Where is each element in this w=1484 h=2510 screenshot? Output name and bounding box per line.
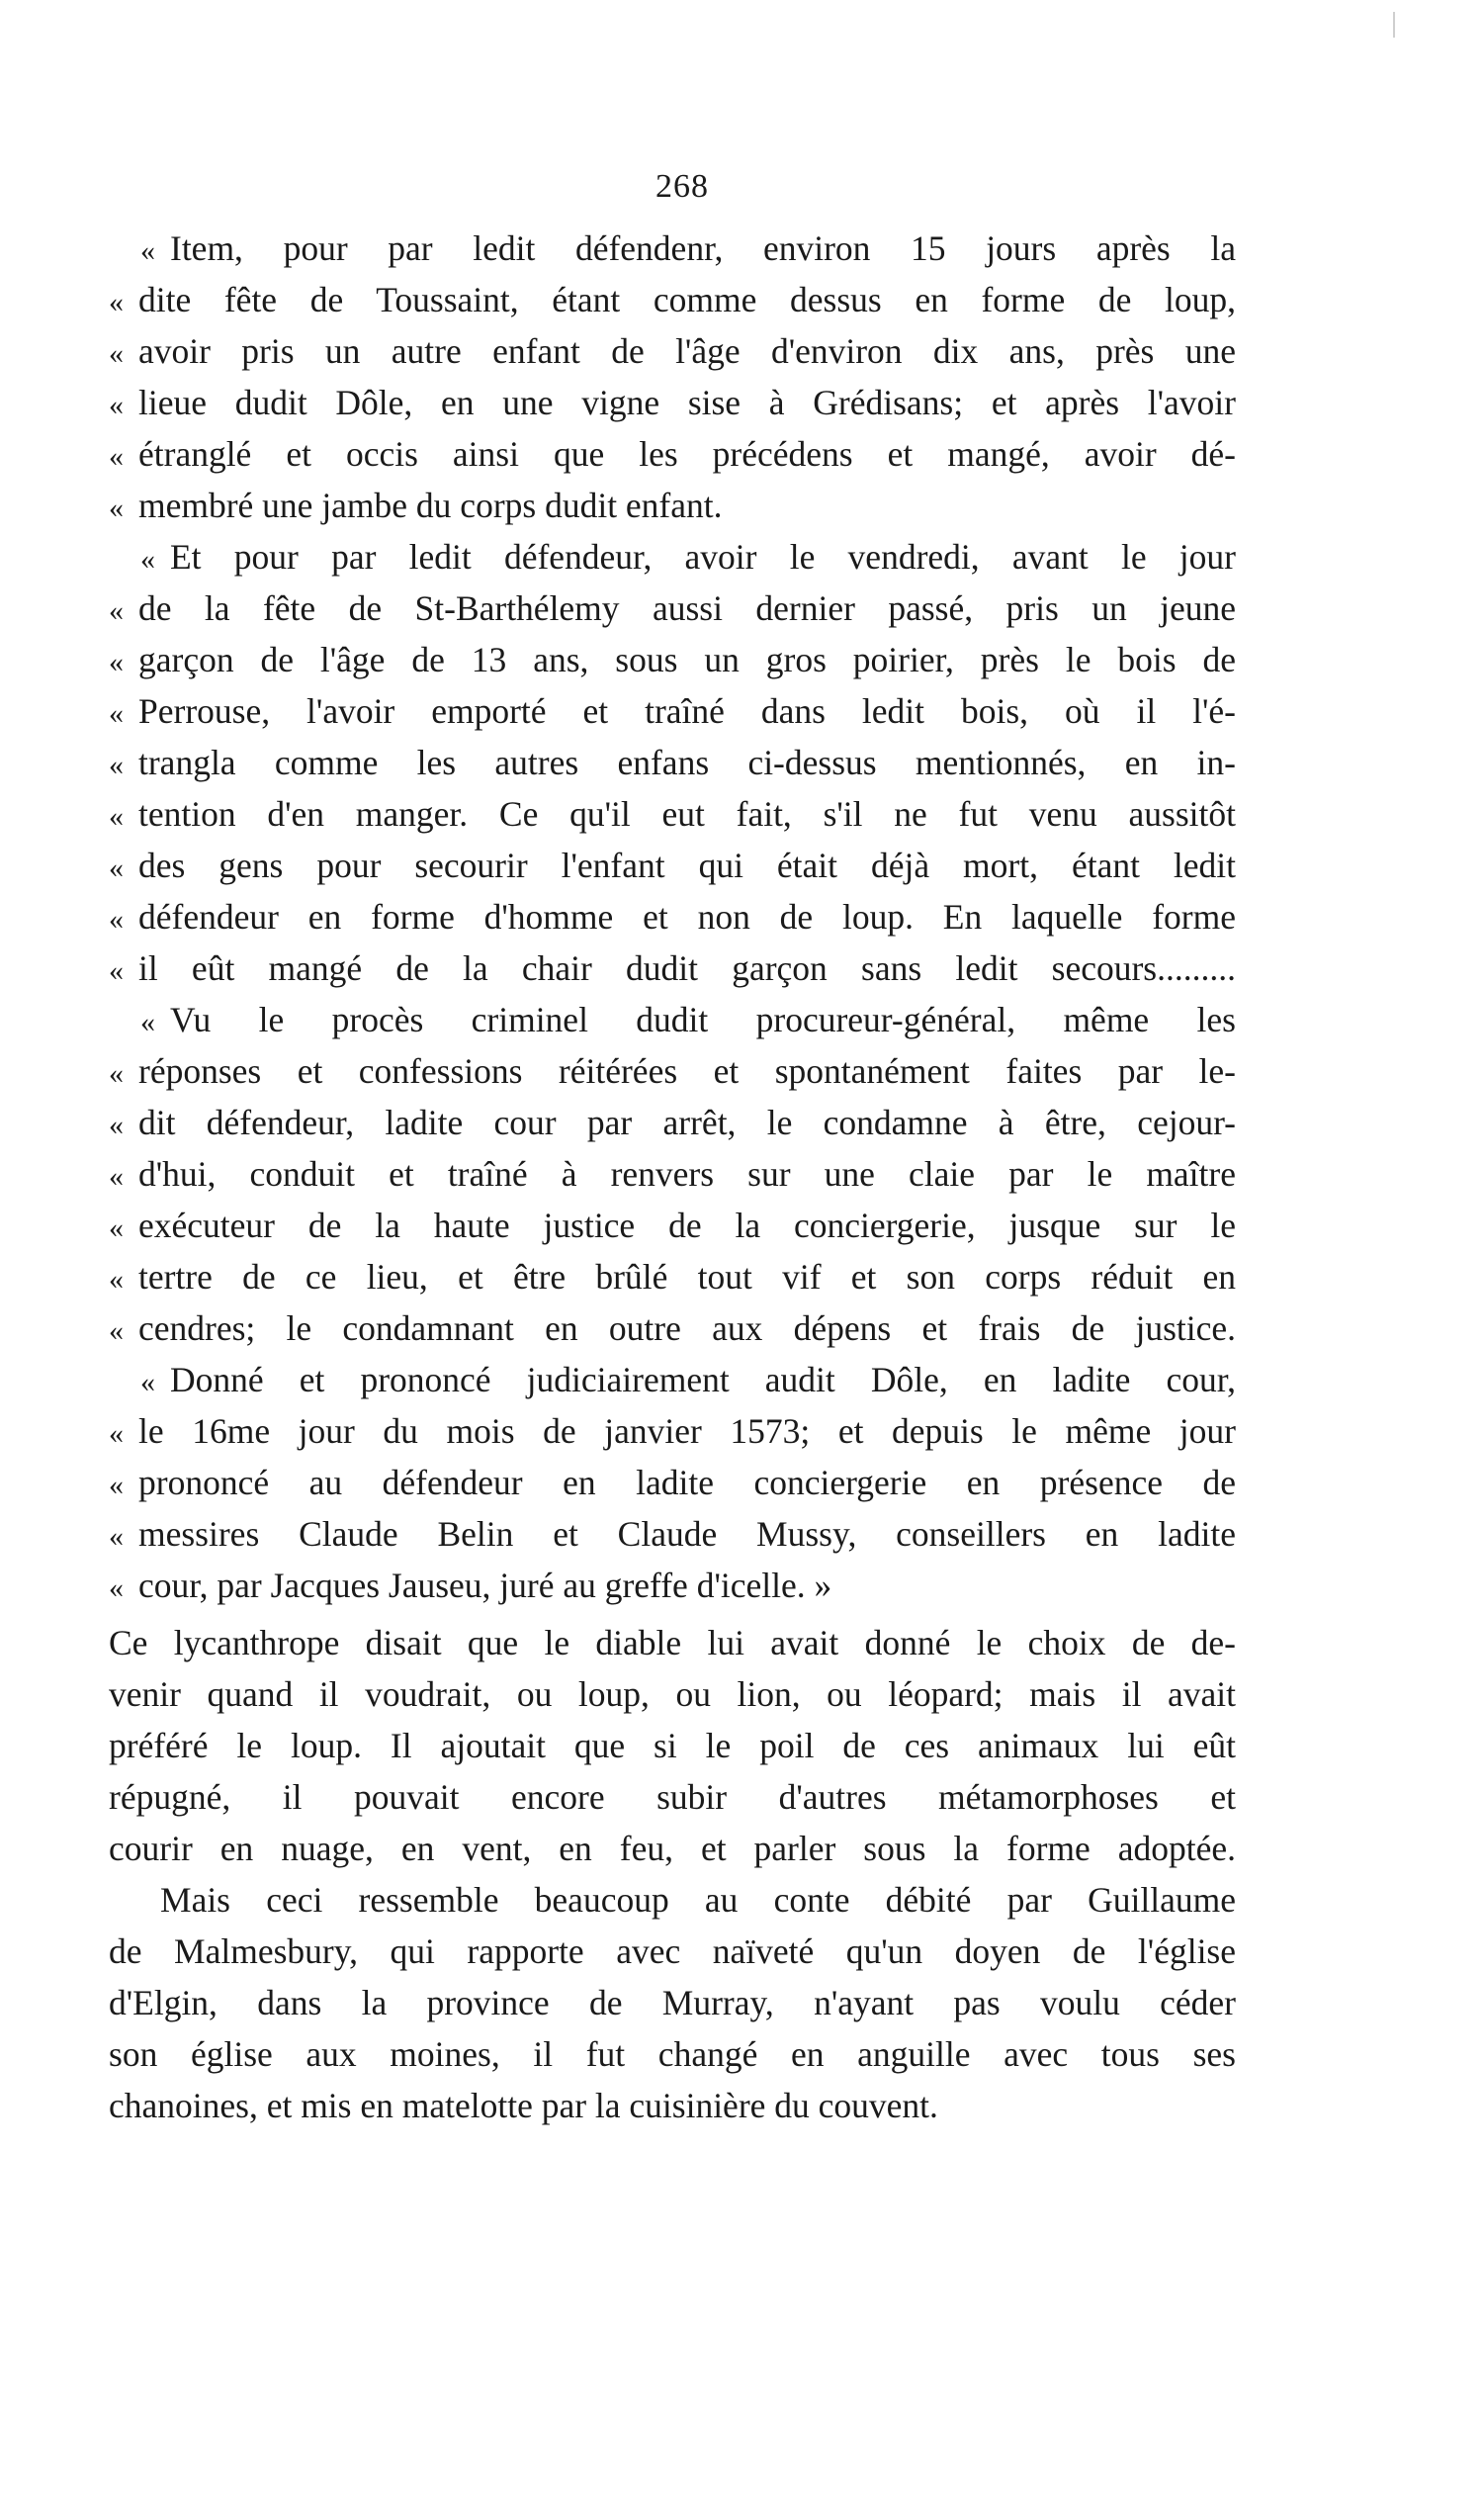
text-line bbox=[109, 994, 1236, 1045]
line-text: Vu le procès criminel dudit procureur-général, même les bbox=[170, 1000, 1236, 1039]
line-text: cendres; le condamnant en outre aux dépens et frais de justice. bbox=[138, 1308, 1236, 1348]
quote-mark: « bbox=[109, 1417, 124, 1450]
text-line bbox=[109, 1977, 1236, 2028]
text-line bbox=[109, 1560, 1236, 1611]
line-text: exécuteur de la haute justice de la conciergerie, jusque sur le bbox=[138, 1206, 1236, 1245]
text-line bbox=[109, 1302, 1236, 1354]
line-text: messires Claude Belin et Claude Mussy, conseillers en ladite bbox=[138, 1514, 1236, 1554]
line-text: garçon de l'âge de 13 ans, sous un gros poirier, près le bois de bbox=[138, 640, 1236, 679]
line-text: Item, pour par ledit défendenr, environ 15 jours après la bbox=[170, 228, 1236, 268]
line-text: défendeur en forme d'homme et non de loup. En laquelle forme bbox=[138, 897, 1236, 937]
quote-mark: « bbox=[140, 543, 155, 576]
text-line bbox=[109, 685, 1236, 737]
text-line bbox=[109, 840, 1236, 891]
quote-mark: « bbox=[109, 852, 124, 884]
text-line bbox=[109, 531, 1236, 583]
line-text: d'hui, conduit et traîné à renvers sur une claie par le maître bbox=[138, 1154, 1236, 1194]
line-text: réponses et confessions réitérées et spontanément faites par le- bbox=[138, 1051, 1236, 1091]
line-text: prononcé au défendeur en ladite conciergerie en présence de bbox=[138, 1463, 1236, 1502]
line-text: Et pour par ledit défendeur, avoir le vendredi, avant le jour bbox=[170, 537, 1236, 577]
text-line bbox=[109, 428, 1236, 480]
text-line bbox=[109, 788, 1236, 840]
text-line bbox=[109, 2080, 1236, 2131]
quote-mark: « bbox=[109, 594, 124, 627]
text-line bbox=[109, 1617, 1236, 1668]
text-line bbox=[109, 377, 1236, 428]
text-line bbox=[109, 223, 1236, 274]
text-line bbox=[109, 1874, 1236, 1926]
line-text: dit défendeur, ladite cour par arrêt, le condamne à être, cejour- bbox=[138, 1103, 1236, 1142]
text-line bbox=[109, 942, 1236, 994]
text-line bbox=[109, 1405, 1236, 1457]
text-line bbox=[109, 583, 1236, 634]
line-text: chanoines, et mis en matelotte par la cuisinière du couvent. bbox=[109, 2086, 938, 2125]
quote-mark: « bbox=[109, 646, 124, 678]
quote-mark: « bbox=[109, 1211, 124, 1244]
quote-mark: « bbox=[109, 337, 124, 370]
line-text: membré une jambe du corps dudit enfant. bbox=[138, 486, 723, 525]
line-text: lieue dudit Dôle, en une vigne sise à Grédisans; et après l'avoir bbox=[138, 383, 1236, 422]
text-line bbox=[109, 1457, 1236, 1508]
line-text: cour, par Jacques Jauseu, juré au greffe d'icelle. » bbox=[138, 1566, 832, 1605]
quote-mark: « bbox=[109, 1520, 124, 1553]
text-line bbox=[109, 1668, 1236, 1720]
line-text: d'Elgin, dans la province de Murray, n'ayant pas voulu céder bbox=[109, 1983, 1236, 2022]
line-text: répugné, il pouvait encore subir d'autres métamorphoses et bbox=[109, 1777, 1236, 1817]
text-line bbox=[109, 1251, 1236, 1302]
text-line bbox=[109, 1045, 1236, 1097]
quote-mark: « bbox=[109, 697, 124, 730]
quote-mark: « bbox=[109, 492, 124, 524]
line-text: étranglé et occis ainsi que les précédens et mangé, avoir dé- bbox=[138, 434, 1236, 474]
text-line bbox=[109, 1354, 1236, 1405]
text-line bbox=[109, 274, 1236, 325]
line-text: courir en nuage, en vent, en feu, et parler sous la forme adoptée. bbox=[109, 1829, 1236, 1868]
text-line bbox=[109, 480, 1236, 531]
line-text: de la fête de St-Barthélemy aussi dernier passé, pris un jeune bbox=[138, 588, 1236, 628]
quote-mark: « bbox=[109, 749, 124, 781]
text-line bbox=[109, 1200, 1236, 1251]
line-text: venir quand il voudrait, ou loup, ou lion, ou léopard; mais il avait bbox=[109, 1674, 1236, 1714]
line-text: avoir pris un autre enfant de l'âge d'environ dix ans, près une bbox=[138, 331, 1236, 371]
line-text: des gens pour secourir l'enfant qui était déjà mort, étant ledit bbox=[138, 846, 1236, 885]
line-text: Mais ceci ressemble beaucoup au conte débité par Guillaume bbox=[160, 1880, 1236, 1920]
line-text: il eût mangé de la chair dudit garçon sans ledit secours......... bbox=[138, 948, 1236, 988]
quote-mark: « bbox=[109, 954, 124, 987]
text-line bbox=[109, 1926, 1236, 1977]
quote-mark: « bbox=[109, 903, 124, 936]
quote-mark: « bbox=[140, 1006, 155, 1038]
quote-mark: « bbox=[109, 286, 124, 318]
line-text: Donné et prononcé judiciairement audit Dôle, en ladite cour, bbox=[170, 1360, 1236, 1399]
page-number: 268 bbox=[655, 168, 709, 205]
text-line bbox=[109, 634, 1236, 685]
text-line bbox=[109, 1823, 1236, 1874]
line-text: Ce lycanthrope disait que le diable lui avait donné le choix de de- bbox=[109, 1623, 1236, 1662]
line-text: tertre de ce lieu, et être brûlé tout vif et son corps réduit en bbox=[138, 1257, 1236, 1297]
quote-mark: « bbox=[109, 1109, 124, 1141]
quote-mark: « bbox=[109, 1571, 124, 1604]
quote-mark: « bbox=[109, 1469, 124, 1501]
scan-edge-mark bbox=[1393, 12, 1395, 38]
text-line bbox=[109, 1771, 1236, 1823]
text-line bbox=[109, 325, 1236, 377]
quote-mark: « bbox=[140, 1366, 155, 1398]
quote-mark: « bbox=[140, 234, 155, 267]
line-text: le 16me jour du mois de janvier 1573; et depuis le même jour bbox=[138, 1411, 1236, 1451]
line-text: trangla comme les autres enfans ci-dessus mentionnés, en in- bbox=[138, 743, 1236, 782]
line-text: son église aux moines, il fut changé en anguille avec tous ses bbox=[109, 2034, 1236, 2074]
text-line bbox=[109, 1508, 1236, 1560]
quote-mark: « bbox=[109, 440, 124, 473]
text-line bbox=[109, 1720, 1236, 1771]
quote-mark: « bbox=[109, 389, 124, 421]
line-text: de Malmesbury, qui rapporte avec naïveté qu'un doyen de l'église bbox=[109, 1931, 1236, 1971]
text-line bbox=[109, 1097, 1236, 1148]
quote-mark: « bbox=[109, 1160, 124, 1193]
line-text: tention d'en manger. Ce qu'il eut fait, s'il ne fut venu aussitôt bbox=[138, 794, 1236, 834]
text-line bbox=[109, 891, 1236, 942]
quote-mark: « bbox=[109, 800, 124, 833]
text-line bbox=[109, 737, 1236, 788]
page-body-text bbox=[109, 223, 1236, 2131]
quote-mark: « bbox=[109, 1314, 124, 1347]
text-line bbox=[109, 2028, 1236, 2080]
line-text: préféré le loup. Il ajoutait que si le poil de ces animaux lui eût bbox=[109, 1726, 1236, 1765]
line-text: Perrouse, l'avoir emporté et traîné dans ledit bois, où il l'é- bbox=[138, 691, 1236, 731]
quote-mark: « bbox=[109, 1057, 124, 1090]
quote-mark: « bbox=[109, 1263, 124, 1296]
text-line bbox=[109, 1148, 1236, 1200]
line-text: dite fête de Toussaint, étant comme dessus en forme de loup, bbox=[138, 280, 1236, 319]
